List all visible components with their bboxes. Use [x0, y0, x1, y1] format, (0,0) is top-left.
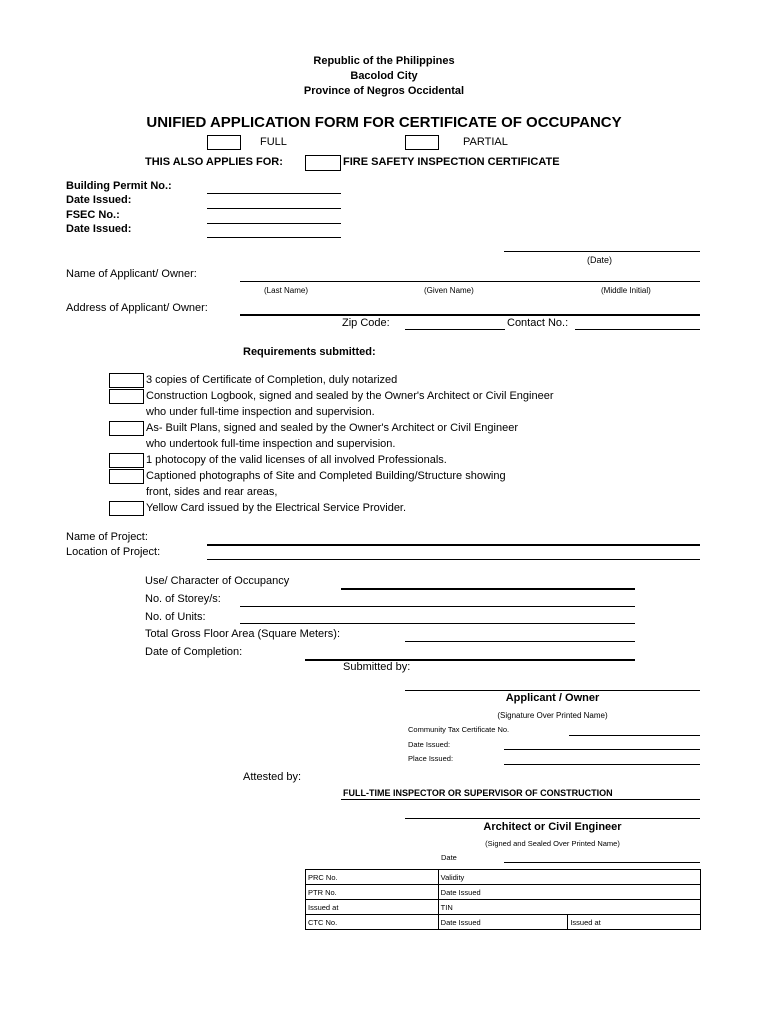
- fsic-checkbox[interactable]: [305, 155, 341, 171]
- ptr-date-issued-cell[interactable]: Date Issued: [438, 885, 700, 900]
- req-item-5: Captioned photographs of Site and Completed Building/Structure showing: [146, 470, 506, 482]
- architect-signature-field[interactable]: [405, 818, 700, 819]
- full-checkbox[interactable]: [207, 135, 241, 150]
- req-checkbox-2[interactable]: [109, 389, 144, 404]
- owner-place-issued-label: Place Issued:: [408, 754, 454, 763]
- gfa-field[interactable]: [405, 641, 635, 642]
- req-item-6: Yellow Card issued by the Electrical Service Provider.: [146, 502, 407, 514]
- table-row: [306, 870, 701, 885]
- requirements-heading: Requirements submitted:: [243, 346, 376, 358]
- form-title: UNIFIED APPLICATION FORM FOR CERTIFICATE OF OCCUPANCY: [146, 114, 622, 131]
- ctc-issued-at-cell[interactable]: Issued at: [568, 915, 701, 930]
- address-field[interactable]: [240, 314, 700, 316]
- owner-signature-caption: (Signature Over Printed Name): [497, 711, 608, 720]
- owner-place-issued-field[interactable]: [504, 764, 700, 765]
- table-row: [306, 900, 701, 915]
- owner-date-issued-field[interactable]: [504, 749, 700, 750]
- tin-cell[interactable]: TIN: [438, 900, 700, 915]
- req-checkbox-6[interactable]: [109, 501, 144, 516]
- use-label: Use/ Character of Occupancy: [145, 575, 290, 587]
- applicant-name-label: Name of Applicant/ Owner:: [66, 268, 197, 280]
- zip-label: Zip Code:: [342, 317, 390, 329]
- inspector-caption: FULL-TIME INSPECTOR OR SUPERVISOR OF CONSTRUCTION: [343, 788, 613, 798]
- address-label: Address of Applicant/ Owner:: [66, 302, 208, 314]
- validity-cell[interactable]: Validity: [438, 870, 700, 885]
- req-checkbox-3[interactable]: [109, 421, 144, 436]
- req-item-3: As- Built Plans, signed and sealed by the Owner's Architect or Civil Engineer: [146, 422, 519, 434]
- fsec-date-issued-label: Date Issued:: [66, 223, 132, 235]
- date-issued-label: Date Issued:: [66, 194, 132, 206]
- req-checkbox-1[interactable]: [109, 373, 144, 388]
- req-item-4: 1 photocopy of the valid licenses of all involved Professionals.: [146, 454, 447, 466]
- storeys-field[interactable]: [240, 606, 635, 607]
- req-item-1: 3 copies of Certificate of Completion, duly notarized: [146, 374, 398, 386]
- storeys-label: No. of Storey/s:: [145, 593, 221, 605]
- date-caption: (Date): [587, 255, 613, 265]
- req-item-3-cont: who undertook full-time inspection and supervision.: [146, 438, 396, 450]
- ptr-cell[interactable]: PTR No.: [306, 885, 439, 900]
- owner-title: Applicant / Owner: [505, 692, 600, 704]
- header-city: Bacolod City: [350, 70, 418, 82]
- req-item-2-cont: who under full-time inspection and supervision.: [146, 406, 375, 418]
- header-province: Province of Negros Occidental: [303, 85, 465, 97]
- applicant-name-field[interactable]: [240, 281, 700, 282]
- header-republic: Republic of the Philippines: [313, 55, 455, 67]
- owner-date-issued-label: Date Issued:: [408, 740, 451, 749]
- full-label: FULL: [260, 136, 287, 148]
- issued-at-cell[interactable]: Issued at: [306, 900, 439, 915]
- submitted-by-label: Submitted by:: [343, 661, 411, 673]
- architect-date-field[interactable]: [504, 862, 700, 863]
- req-checkbox-5[interactable]: [109, 469, 144, 484]
- project-location-field[interactable]: [207, 559, 700, 560]
- architect-title: Architect or Civil Engineer: [483, 821, 622, 833]
- contact-field[interactable]: [575, 329, 700, 330]
- given-name-caption: (Given Name): [424, 286, 474, 295]
- building-permit-label: Building Permit No.:: [66, 180, 172, 192]
- units-field[interactable]: [240, 623, 635, 624]
- fsic-label: FIRE SAFETY INSPECTION CERTIFICATE: [343, 156, 560, 168]
- ctc-field[interactable]: [569, 735, 700, 736]
- ctc-cell[interactable]: CTC No.: [306, 915, 439, 930]
- owner-signature-field[interactable]: [405, 690, 700, 691]
- building-permit-field[interactable]: [207, 193, 341, 194]
- contact-label: Contact No.:: [507, 317, 569, 329]
- date-issued-field[interactable]: [207, 208, 341, 209]
- license-table: [305, 869, 701, 930]
- inspector-line: [341, 799, 700, 800]
- project-name-label: Name of Project:: [66, 531, 148, 543]
- fsec-date-issued-field[interactable]: [207, 237, 341, 238]
- fsec-field[interactable]: [207, 223, 341, 224]
- attested-by-label: Attested by:: [243, 771, 302, 783]
- fsec-label: FSEC No.:: [66, 209, 120, 221]
- req-item-5-cont: front, sides and rear areas,: [146, 486, 278, 498]
- also-applies-label: THIS ALSO APPLIES FOR:: [145, 156, 283, 168]
- use-field[interactable]: [341, 588, 635, 590]
- prc-cell[interactable]: PRC No.: [306, 870, 439, 885]
- architect-signature-caption: (Signed and Sealed Over Printed Name): [485, 839, 620, 848]
- date-field[interactable]: [504, 251, 700, 252]
- req-checkbox-4[interactable]: [109, 453, 144, 468]
- last-name-caption: (Last Name): [264, 286, 309, 295]
- req-item-2: Construction Logbook, signed and sealed by the Owner's Architect or Civil Engineer: [146, 390, 554, 402]
- project-location-label: Location of Project:: [66, 546, 161, 558]
- zip-field[interactable]: [405, 329, 505, 330]
- partial-label: PARTIAL: [463, 136, 508, 148]
- gfa-label: Total Gross Floor Area (Square Meters):: [145, 628, 341, 640]
- completion-label: Date of Completion:: [145, 646, 243, 658]
- ctc-label: Community Tax Certificate No.: [408, 725, 510, 734]
- middle-initial-caption: (Middle Initial): [601, 286, 651, 295]
- units-label: No. of Units:: [145, 611, 206, 623]
- ctc-date-issued-cell[interactable]: Date Issued: [438, 915, 568, 930]
- project-name-field[interactable]: [207, 544, 700, 546]
- partial-checkbox[interactable]: [405, 135, 439, 150]
- table-row: [306, 885, 701, 900]
- architect-date-label: Date: [441, 853, 457, 862]
- table-row: [306, 915, 701, 930]
